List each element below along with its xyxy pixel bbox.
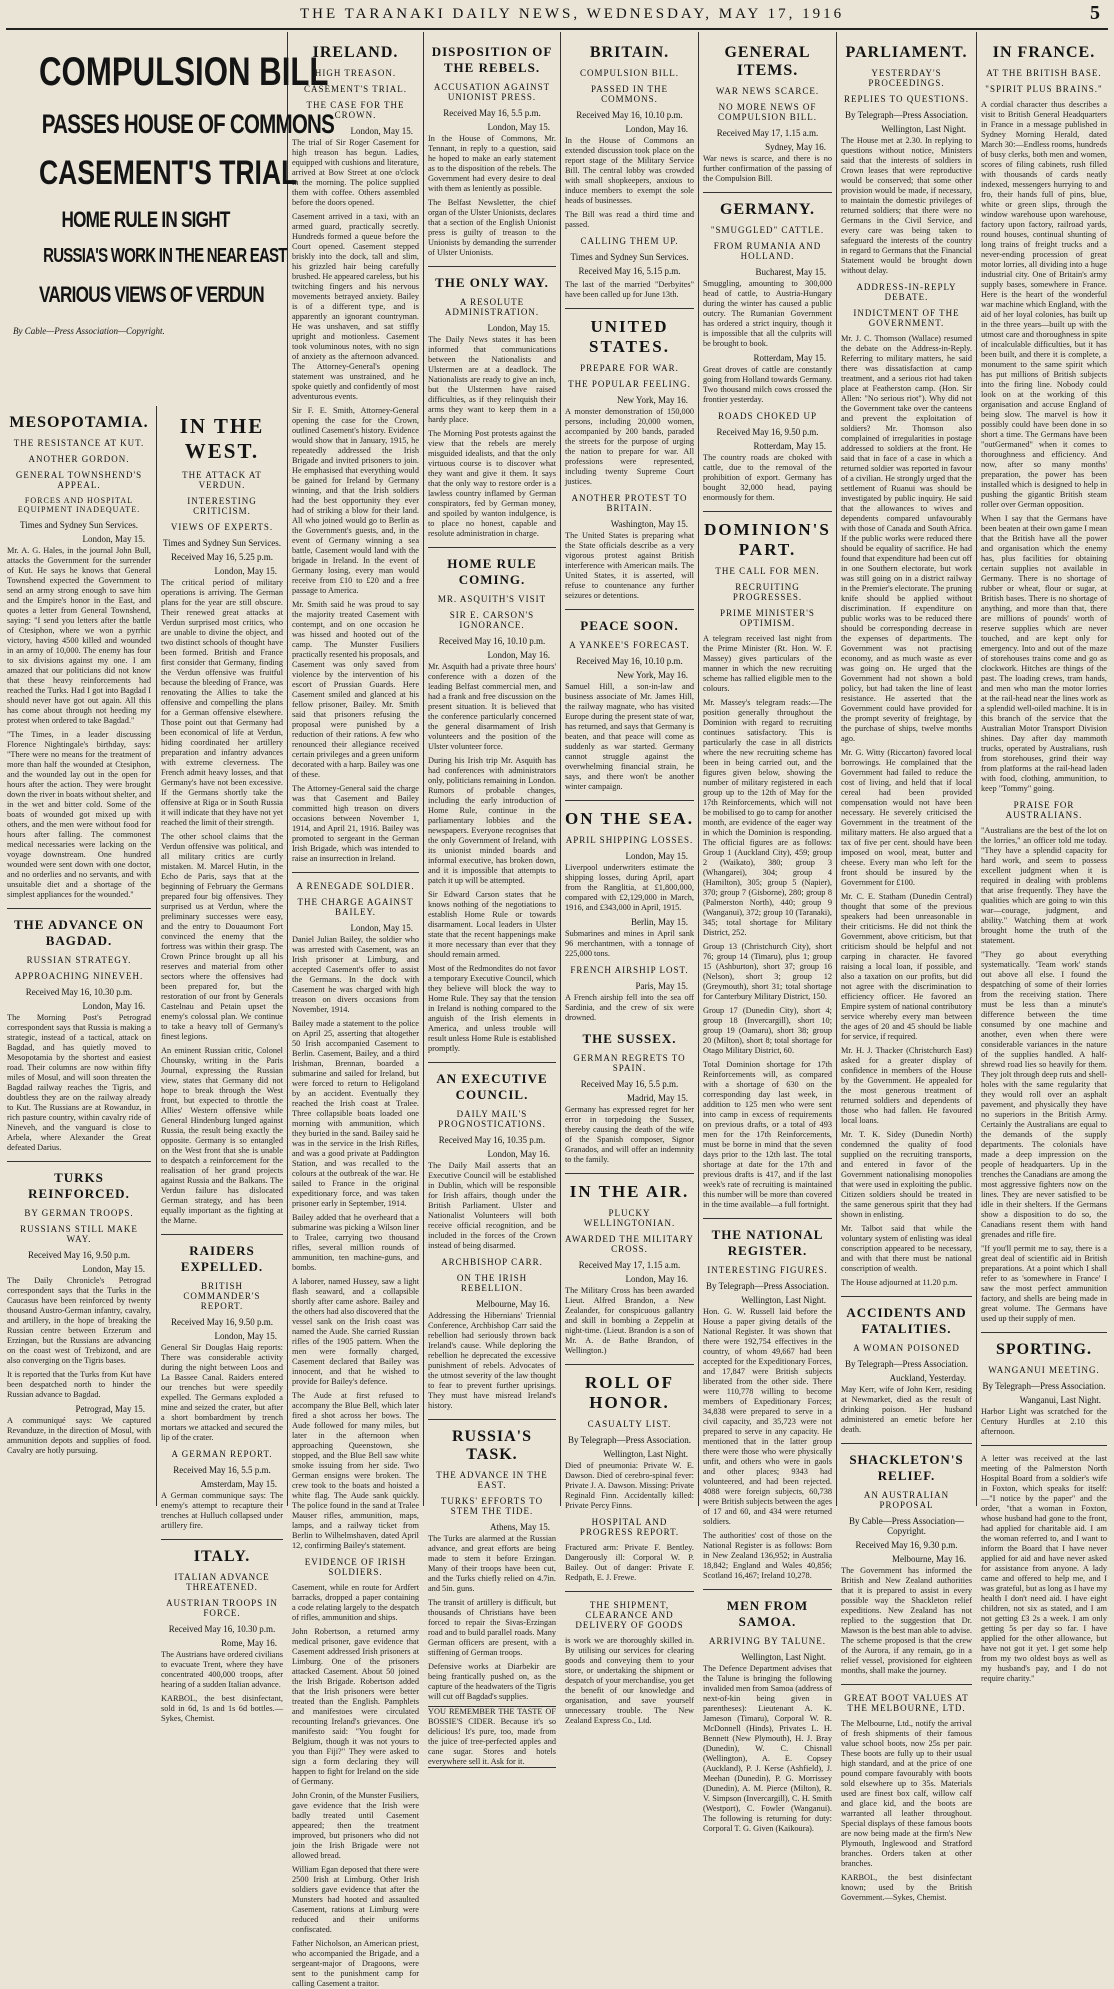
- divider: [7, 1161, 151, 1162]
- telegraph-credit: By Telegraph—Press Association.: [706, 1281, 829, 1291]
- page-number: 5: [1090, 2, 1100, 24]
- dateline: London, May 16.: [625, 124, 688, 134]
- subheading: MR. ASQUITH'S VISIT: [437, 594, 547, 604]
- article-paragraph: Samuel Hill, a son-in-law and business associate of Mr. James Hill, the railway magnate, who has visited Europe during the present state of war, has returned, and says that Germany is beaten, and that peace will come as suddenly as war started. Germany cannot struggle against the overwhelming financial strain, he says, and there won't be another winter campaign.: [565, 682, 694, 791]
- article-paragraph: John Robertson, a returned army medical prisoner, gave evidence that Casement addressed Irish prisoners at Limburg. One of the prisoners attacked Casement. About 50 joined the Irish Brigade. Robertson added that the Irish prisoners were better treated than the English. Pamphlets and manifestoes were circulated recounting Ireland's grievances. One manifesto said: "You fought for Belgium, though it was not yours to you than Fiji?" They were asked to sign a form declaring they will happen to fight for Ireland on the side of Germany.: [292, 1627, 419, 1786]
- divider: [703, 1589, 832, 1590]
- dateline: Madrid, May 15.: [627, 1093, 688, 1103]
- subheading: WANGANUI MEETING.: [988, 1365, 1100, 1375]
- article-paragraph: Total Dominion shortage for 17th Reinforcements will, as compared with a shortage of 630 on the corresponding day last week, in addition to 125 men who were sent into camp in excess of requirements on previous drafts, or a total of 493 men for the 17th Reinforcements, must be borne in mind that the seven days prior to the 12th last. The total shortage at date for the 17th and previous drafts is 417, and if the last week's rate of recruiting is maintained this number will be more than covered in the time available—a full fortnight.: [703, 1060, 832, 1209]
- article-paragraph: Mr. A. G. Hales, in the journal John Bull, attacks the Government for the surrender of Kut. He says he knows that General Townshend expected the Government to send an army strong enough to save him and the Empire's honor in the East, and quotes a letter from General Townshend, saying: "I send you letters after the battle of Ctesiphon, where we won a pyrrhic victory, having 4500 killed and wounded in an army of 10,000. The enemy has four to six divisions against my one. I am amazed that our politicians did not know that these heavy reinforcements had reached the Turks. Had I got into Bagdad I should never have got out again. All this has come about through not heeding my protest when ordered to take Bagdad.": [7, 546, 151, 725]
- service-credit: Times and Sydney Sun Services.: [20, 520, 138, 530]
- subheading: HOSPITAL AND PROGRESS REPORT.: [579, 1517, 680, 1537]
- article-paragraph: Liverpool underwriters estimate the shipping losses, during April, apart from the Ranglitia, at £1,800,000, compared with £2,129,000 in March, 1916, and £343,000 in April, 1915.: [565, 863, 694, 912]
- section-heading: THE ADVANCE ON BAGDAD.: [13, 917, 145, 948]
- divider: [841, 1684, 972, 1685]
- dateline: London, May 16.: [487, 650, 550, 660]
- article-paragraph: Died of pneumonia: Private W. E. Dawson. Died of cerebro-spinal fever: Private J. A. Dawson. Missing: Private Reginald Finn. Accidentally killed: Private Percy Finns.: [565, 1461, 694, 1510]
- article-paragraph: Group 17 (Dunedin City), short 4; group 18 (Invercargill), short 10; group 19 (Oamaru), short 38; group 20 (Milton), short 8; total shortage for Otago Military District, 60.: [703, 1006, 832, 1055]
- dateline: Rotterdam, May 15.: [753, 441, 826, 451]
- article-paragraph: The other school claims that the Verdun offensive was political, and all military critics are curtly mistaken. M. Marcel Hutin, in the Echo de Paris, says that at the beginning of February the Germans prepared four big offensives. They surprised us at Verdun, where the preliminary successes were easy, and the entry to Douaumont Fort convinced the enemy that the fortress was within their grasp. The Crown Prince brought up all his reserves and material from other sectors where the offensives had been prepared for, but the restoration of our front by Generals Castelnau and Petain upset the enemy's colossal plan. We continue to take a heavy toll of Germany's finest legions.: [161, 832, 283, 1041]
- article-paragraph: The Daily Mail asserts that an Executive Council will be established in Dublin, which will be responsible for Irish affairs, though under the British Parliament. Ulster and Nationalist Volunteers will both receive official recognition, and be included in the forces of the Crown instead of being disarmed.: [428, 1161, 556, 1250]
- article-paragraph: Bailey added that he overheard that a submarine was picking a Wilson liner to Tralee, carrying two thousand rifles, several million rounds of ammunition, ten machine-guns, and bombs.: [292, 1213, 419, 1272]
- divider: [841, 1296, 972, 1297]
- dateline: New York, May 16.: [616, 670, 688, 680]
- subheading: INTERESTING CRITICISM.: [187, 496, 257, 516]
- section-heading: PARLIAMENT.: [845, 44, 968, 61]
- subheading: THE CHARGE AGAINST BAILEY.: [297, 897, 414, 917]
- subheading: BRITISH COMMANDER'S REPORT.: [183, 1281, 261, 1311]
- received-line: Received May 16, 10.10 p.m.: [576, 656, 683, 666]
- article-paragraph: The Austrians have ordered civilians to evacuate Trent, where they have concentrated 400,000 troops, after hearing of a sudden Italian advance.: [161, 1650, 283, 1689]
- column-rule: [423, 32, 424, 1506]
- dateline: London, May 16.: [487, 1149, 550, 1159]
- article-paragraph: A monster demonstration of 150,000 persons, including 20,000 women, accompanied by 200 bands, paraded the streets for the purpose of urging the nation to prepare for war. All professions were represented, including twenty Supreme Court justices.: [565, 407, 694, 486]
- divider: [981, 1445, 1107, 1446]
- subheading: GENERAL TOWNSHEND'S APPEAL.: [15, 470, 143, 490]
- section-heading: THE SUSSEX.: [582, 1031, 677, 1046]
- column-6: [700, 36, 835, 1833]
- article-paragraph: General Sir Douglas Haig reports: There was considerable activity during the night between Loos and La Bassee Canal. Raiders entered our trenches but were speedily expelled. The Germans exploded a mine and seized the crater, but after a short bombardment by trench mortars we attacked and secured the lip of the crater.: [161, 1343, 283, 1442]
- subheading: A YANKEE'S FORECAST.: [569, 640, 690, 650]
- column-3: [289, 36, 422, 1988]
- subheading: WAR NEWS SCARCE.: [715, 86, 820, 96]
- advertisement-heading: GREAT BOOT VALUES AT THE MELBOURNE, LTD.: [844, 1693, 969, 1713]
- article-paragraph: A laborer, named Hussey, saw a light flash seaward, and a collapsible shortly after came ashore. Bailey and the others had also discovered that the vessel sank on the Irish coast was named the Aude. She carried Russian rifles of the 1905 pattern. When the men were formally charged, Casement declared that Bailey was innocent, and that he wished to provide for Bailey's defence.: [292, 1277, 419, 1386]
- subheading: A GERMAN REPORT.: [171, 1449, 273, 1459]
- article-paragraph: Defensive works at Diarbekir are being frantically pushed on, as the capture of the headwaters of the Tigris will cut off Bagdad's supplies.: [428, 1662, 556, 1701]
- article-paragraph: The House met at 2.30. In replying to questions without notice, Ministers said that the interests of soldiers in Crown leases that were reproductive would be conserved; that some other provision would be made, if necessary, to maintain the domestic privileges of returned soldiers; that there were no Germans in the Civil Service, and every care was being taken to safeguard the interests of the country in regard to Germans that the Financial Statement would be brought down without delay.: [841, 136, 972, 275]
- subheading: "SPIRIT PLUS BRAINS.": [985, 84, 1103, 94]
- article-paragraph: A French airship fell into the sea off Sardinia, and the crew of six were drowned.: [565, 993, 694, 1022]
- section-heading: BRITAIN.: [589, 44, 670, 61]
- subheading: FRENCH AIRSHIP LOST.: [570, 965, 689, 975]
- article-paragraph: It is reported that the Turks from Kut have been despatched north to hinder the Russian advance to Bagdad.: [7, 1370, 151, 1399]
- subheading: GERMAN REGRETS TO SPAIN.: [573, 1053, 686, 1073]
- article-paragraph: Mr. G. Witty (Riccarton) favored local borrowings. He complained that the Government had failed to reduce the cost of living, and held that if local cereal had been provided compensation would not have been necessary. He severely criticised the Government in the treatment of the military matters. He also argued that a tax of five per cent. should have been imposed on wool, meat, butter and cheese. Every man who left for the front should be insured by the Government for £100.: [841, 748, 972, 887]
- subheading: INTERESTING FIGURES.: [707, 1265, 828, 1275]
- article-paragraph: Mr. T. K. Sidey (Dunedin North) condemned the quality of food supplied on the recruiting transports, and entered in favor of the Government nationalising monopolies that were used in exploiting the public. Citizen soldiers should be treated in the same generous spirit that they had shown in enlisting.: [841, 1130, 972, 1219]
- divider: [428, 547, 556, 548]
- subheading: THE ATTACK AT VERDUN.: [182, 470, 262, 490]
- subheading: DAILY MAIL'S PROGNOSTICATIONS.: [438, 1109, 546, 1129]
- received-line: Received May 17, 1.15 a.m.: [578, 1260, 681, 1270]
- service-credit: Times and Sydney Sun Services.: [163, 538, 281, 548]
- section-heading: MESOPOTAMIA.: [9, 414, 149, 431]
- article-paragraph: The Daily News states it has been informed that communications between the Nationalists and Ulstermen are at a deadlock. The Nationalists are ready to give an inch, but the Ulstermen have raised difficulties, as if they relinquish their arms they want to keep them in a hardy place.: [428, 335, 556, 424]
- article-paragraph: Sir Edward Carson states that he knows nothing of the negotiations to establish Home Rule or towards disarmament. Local leaders in Ulster state that the recent happenings make it more necessary than ever that they should remain armed.: [428, 890, 556, 959]
- article-paragraph: Mr. H. J. Thacker (Christchurch East) asked for a greater display of confidence in members of the House by the Government. He appealed for the most generous treatment of returned soldiers and dependents of those who had fallen. He favoured local loans.: [841, 1046, 972, 1125]
- section-heading: RUSSIA'S TASK.: [451, 1428, 533, 1463]
- article-paragraph: Addressing the Hibernians' Triennial Conference, Archbishop Carr said the rebellion had seriously thrown back Ireland's cause. While deploring the rebellion he deprecated the excessive punishment of rebels. Advocates of the utmost severity of the law thought to fear to prevent further uprisings. They must have misread Ireland's history.: [428, 1311, 556, 1410]
- article-paragraph: The United States is preparing what the State officials describe as a very vigorous protest against British interference with American mails. The United States, it is asserted, will refuse to countenance any further seizures or detentions.: [565, 531, 694, 600]
- advertisement: KARBOL, the best disinfectant, sold in 6d, 1s and 1s 6d bottles.—Sykes, Chemist.: [161, 1694, 283, 1723]
- article-paragraph: A German communique says: The enemy's attempt to recapture their trenches at Hulluch collapsed under artillery fire.: [161, 1491, 283, 1530]
- article-paragraph: "Australians are the best of the lot on the lorries," an officer told me today. "They have a splendid capacity for hard work, and seem to possess excellent judgment when it is required in dealing with problems that arise frequently. They have the qualities which are going to win this war—courage, judgment, and ability." Watching them at work brought home the truth of the statement.: [981, 826, 1107, 945]
- telegraph-credit: By Telegraph—Press Association.: [845, 1359, 968, 1369]
- section-heading: IN FRANCE.: [992, 44, 1096, 61]
- subheading: AT THE BRITISH BASE.: [986, 68, 1102, 78]
- column-rule: [287, 32, 288, 1506]
- article-paragraph: The Defence Department advises that the Talune is bringing the following invalided men from Samoa (address of next-of-kin being given in parentheses): Lieutenant A. K. Jameson (Timaru), Corporal W. R. McDonnell (Hinds), Privates L. H. Bennett (New Plymouth), H. J. Bray (Dunedin), W. C. Chisnall (Wellington), A. E. Copsey (Auckland), P. J. Kerse (Ashfield), J. Meehan (Dunedin), P. G. Morrissey (Dunedin), A. M. Pierce (Milton), R. V. Simpson (Invercargill), C. H. Smith (Westport), C. Fowler (Wanganui). The following is returning for duty: Corporal T. G. Given (Kaikoura).: [703, 1664, 832, 1833]
- divider: [161, 1234, 283, 1235]
- dateline: Berlin, May 15.: [631, 917, 688, 927]
- subheading: THE CASE FOR THE CROWN.: [306, 100, 405, 120]
- subheading: APRIL SHIPPING LOSSES.: [565, 835, 694, 845]
- received-line: Received May 16, 5.5 p.m.: [443, 108, 541, 118]
- section-heading: TURKS REINFORCED.: [28, 1170, 130, 1201]
- dateline: London, May 15.: [350, 126, 413, 136]
- article-paragraph: Mr. Asquith had a private three hours' conference with a dozen of the leading Belfast commercial men, and had a frank and free discussion on the present situation. It is believed that the conference particularly concerned the general disarmament of Irish volunteers and the position of the Ulster volunteer force.: [428, 662, 556, 751]
- article-paragraph: The critical period of military operations is arriving. The German plans for the year are still obscure. Their renewed great attacks at Verdun surprised most critics, who are unable to divine the object, and two distinct schools of thought have been formed. British and France first consider that Germany, finding the Verdun offensive was fruitful because the bleeding of France, was renovating the Allies to take the offensive and compelling the plans for a German offensive elsewhere. Those point out that Germany had been economical of life at Verdun, hiding coordinated her artillery preparation and infantry advances with extreme cleverness. The French admit heavy losses, and that Germany's have not been excessive. If the Germans shortly take the offensive at Riga or in South Russia it will indicate that they have not yet reached the limit of their strength.: [161, 578, 283, 827]
- section-heading: IN THE WEST.: [179, 414, 265, 463]
- subheading: AUSTRIAN TROOPS IN FORCE.: [166, 1598, 278, 1618]
- divider: [428, 1062, 556, 1063]
- article-paragraph: The Aude at first refused to accompany the Blue Bell, which later fired a shot across her bows. The Aude followed for many miles, but later in the afternoon when approaching Queenstown, she stopped, and the Blue Bell saw white smoke issuing from her side. Two German ensigns were broken. The crew took to the boats and hoisted a white flag. The Aude sank quickly. The police found in the sand at Tralee Mauser rifles, ammunition, maps, lamps, and a railway ticket from Berlin to Wilhelmshaven, dated April 12, confirming Bailey's statement.: [292, 1391, 419, 1550]
- column-rule: [698, 32, 699, 1506]
- dateline: Wellington, Last Night.: [881, 124, 966, 134]
- article-paragraph: A communiqué says: We captured Revanduze, in the direction of Mosul, with ammunition depots and supplies of food. Cavalry are hotly pursuing.: [7, 1416, 151, 1455]
- article-paragraph: Mr. J. C. Thomson (Wallace) resumed the debate on the Address-in-Reply. Referring to military matters, he said there was dissatisfaction at camp treatment, and a serious riot had taken place at Featherston camp. (Hon. Sir Allen: "No serious riot"). Why did not the Government take over the canteens and prevent the exploitation of soldiers? Mr. Thomson also complained of irregularities in postage addressed to soldiers at the front. He said that in face of a case in which a returned soldier was reported in favour of a civilian. He strongly urged that the settlement of Ruanui was should be investigated by public inquiry. He said that the allowances to wives and dependents compared unfavourably with those of Canada and South Africa. If the public works were reduced there should be equality of sacrifice. He had found that expenditure had been cut off in one Southern electorate, but work was still going on in a district railway in the Premier's electorate. The pruning knife should be applied without discrimination. If expenditure on public works was to be reduced there should be corresponding decrease in the expenses of departments. The Government was not practising economy, and as much waste as ever was going on. He urged that the Government had not shown a bold policy, but had taken the line of least resistance. He asserted that the Government could have provided for the prompt severity of freightage, by the purchase of ships, twelve months ago.: [841, 334, 972, 743]
- received-line: Received May 16, 10.30 p.m.: [25, 987, 133, 997]
- article-paragraph: When I say that the Germans have been beaten at their own game I mean that the British have all the power and organisation which the enemy has, plus facilities for obtaining certain supplies not available in Germany. There is no shortage of rubber or wheat, flour or sugar, at British bases. There is no shortage of anything, and more than that, there are millions of pounds' worth of reserve supplies which are never touched, and are kept only for emergency. Into and out of the maze of storehouses trains come and go as clockwork. Hitches are things of the past. The loading crews, tram hands, and men who man the motor lorries at the rail-head near the lines work as a splendid well-oiled machine. It is in this branch of the service that the Australian Motor Transport Division shines. Day after day mammoth trucks, operated by Australians, rush from storehouses, grind their way from platforms at the rail-head laden with food, clothing, ammunition, to keep "Tommy" going.: [981, 514, 1108, 793]
- article-paragraph: A letter was received at the last meeting of the Palmerston North Hospital Board from a soldier's wife in Foxton, which speaks for itself:—"I notice by the paper" and the order, "that a woman in Foxton, whose husband had gone to the front, had applied for charitable aid. I am the woman referred to, and I want to inform the Board that I have never applied for aid and have never asked for assistance from anyone. A lady came and offered to help me, and I was grateful, but as long as I have my health I don't need aid. I have eight children, not six as stated, and I am not getting £3 2s a week. I am only getting 5s per day so far. I have applied for the other allowance, but have not got it yet. I get some help from my two oldest boys as well as my husband's pay, and I do not require charity.": [981, 1454, 1107, 1683]
- telegraph-credit: By Telegraph—Press Association.: [982, 1381, 1106, 1391]
- subheading: A WOMAN POISONED: [853, 1343, 960, 1353]
- column-2: [158, 406, 286, 1723]
- article-paragraph: "The Times, in a leader discussing Florence Nightingale's birthday, says: "There were no means for the treatment of more than half the wounded at Ctesiphon, and the wounded lay out in the open for hours after the action. They were brought down the river in boats without shelter, and in the wet and bitter cold. Some of the boats of wounded got mixed up with others, and the men were without food for hours after falling. The commonest medical necessaries were lacking on the voyage downstream. One hundred wounded were sent down with one doctor, and no orderlies and no servants, and with unsuitable diet and a shortage of the simplest appliances for the wounded.": [7, 730, 151, 899]
- subheading: BY GERMAN TROOPS.: [24, 1208, 134, 1218]
- article-paragraph: Great droves of cattle are constantly going from Holland towards Germany. Two thousand milch cows crossed the frontier yesterday.: [703, 365, 832, 404]
- headline-passes-commons: PASSES HOUSE OF COMMONS: [41, 109, 335, 139]
- section-heading: GERMANY.: [720, 201, 815, 218]
- subheading: ITALIAN ADVANCE THREATENED.: [174, 1572, 270, 1592]
- dateline: Rotterdam, May 15.: [753, 353, 826, 363]
- received-line: Received May 16, 5.25 p.m.: [171, 552, 273, 562]
- article-paragraph: Mr. Massey's telegram reads:—The position generally throughout the Dominion with regard to recruiting continues satisfactory. This is particularly the case in all districts where the new recruiting scheme has been in being carried out, and the figures given below, showing the number of military registered in each group up to the 12th of May for the 17th Reinforcements, which will not be mobilised to go to camp for another month, are evidence of the eager way in which the Dominion is responding. The official figures are as follows: Group 1 (Auckland City), 459; group 2 (Waikato), 380; group 3 (Whangarei), 304; group 4 (Hamilton), 305; group 5 (Napier), 370; group 7 (Gisborne), 280; group 8 (Palmerston North), 440; group 9 (Wanganui), 372; group 10 (Taranaki), 345; total shortage for Military District, 252.: [703, 698, 832, 937]
- dateline: Wellington, Last Night.: [741, 1652, 826, 1662]
- section-heading: ROLL OF HONOR.: [584, 1373, 675, 1412]
- subheading: CALLING THEM UP.: [580, 236, 679, 246]
- dateline: Bucharest, May 15.: [755, 267, 826, 277]
- column-rule: [560, 32, 561, 1506]
- dateline: Wellington, Last Night.: [603, 1449, 688, 1459]
- divider: [703, 192, 832, 193]
- divider: [7, 908, 151, 909]
- dateline: Melbourne, May 16.: [892, 1554, 966, 1564]
- article-paragraph: Sir F. E. Smith, Attorney-General opening the case for the Crown, outlined Casement's history. Evidence would show that in January, 1915, he repeatedly addressed the Irish Brigade and invited prisoners to join. He emphasised that everything would be gained for Ireland by Germany winning, and that the Irish soldiers had the best opportunity they ever had of striking a blow for their land. All who joined would go to Berlin as the Government's guests, and, in the event of Germany winning a sea battle, Casement would land with the brigade in Ireland. In the event of Germany losing, every man would receive from £10 to £20 and a free passage to America.: [292, 406, 419, 595]
- subheading: PLUCKY WELLINGTONIAN.: [583, 1208, 676, 1228]
- column-8: [978, 36, 1110, 1683]
- advertisement: The Melbourne, Ltd., notify the arrival of fresh shipments of their famous value school boots, now 25s per pair. These boots are fully up to their usual high standard, and at the price of one pound compare favourably with boots sold elsewhere up to 35s. Materials used are finest box calf, willow calf and glace kid, and the boots are warranted all leather throughout. Special displays of these famous boots are now being made at the firm's New Plymouth, Inglewood and Stratford branches. Orders taken at other branches.: [841, 1719, 972, 1868]
- cable-credit: By Cable—Press Association—Copyright.: [13, 326, 165, 336]
- received-line: Received May 16, 5.5 p.m.: [173, 1465, 271, 1475]
- article-paragraph: May Kerr, wife of John Kerr, residing at Newmarket, died as the result of drinking poison. Her husband administered an emetic before her death.: [841, 1385, 972, 1434]
- telegraph-credit: By Telegraph—Press Association.: [568, 1435, 691, 1445]
- divider: [428, 1419, 556, 1420]
- subheading: TURKS' EFFORTS TO STEM THE TIDE.: [440, 1496, 544, 1516]
- article-paragraph: Germany has expressed regret for her error in torpedoing the Sussex, thereby causing the death of the wife of the Spanish composer, Signor Granados, and will offer an indemnity to the family.: [565, 1105, 694, 1164]
- dateline: London, May 15.: [82, 534, 145, 544]
- divider: [428, 266, 556, 267]
- dateline: London, May 15.: [82, 1264, 145, 1274]
- subheading: SIR E. CARSON'S IGNORANCE.: [449, 610, 535, 630]
- section-heading: DOMINION'S PART.: [704, 520, 831, 559]
- received-line: Received May 16, 9.50 p.m.: [716, 427, 819, 437]
- subheading: INDICTMENT OF THE GOVERNMENT.: [853, 308, 960, 328]
- dateline: Melbourne, May 16.: [476, 1299, 550, 1309]
- section-heading: ON THE SEA.: [565, 809, 694, 828]
- subheading: ARCHBISHOP CARR.: [441, 1257, 543, 1267]
- section-heading: ACCIDENTS AND FATALITIES.: [846, 1305, 967, 1336]
- article-paragraph: Submarines and mines in April sank 96 merchantmen, with a tonnage of 225,000 tons.: [565, 929, 694, 958]
- subheading: THE POPULAR FEELING.: [568, 379, 691, 389]
- received-line: Received May 16, 10.35 p.m.: [438, 1135, 546, 1145]
- section-heading: THE NATIONAL REGISTER.: [711, 1227, 824, 1258]
- article-paragraph: The Military Cross has been awarded Lieut. Alfred Brandon, a New Zealander, for conspicuous gallantry and skill in bombing a Zeppelin at night-time. (Lieut. Brandon is a son of Mr. A. de Bathe Brandon, of Wellington.): [565, 1286, 694, 1355]
- article-paragraph: Hon. G. W. Russell laid before the House a paper giving details of the National Register. It was shown that there were 192,754 effectives in the country, of whom 49,667 had been accepted for the Expeditionary Forces, and 17,847 were British subjects liberated from the other side. There were 110,778 willing to become members of Expeditionary Forces; 34,838 were prepared to serve in a civil capacity, and 35,723 were not prepared to serve in any capacity. He mentioned that in the latter group there were those who were physically unfit, and others who were in gaols and other places; 9343 had volunteered, and had been rejected. 4088 were foreign subjects, 60,738 were British subjects between the ages of 17 and 60, and 434 were returned soldiers.: [703, 1307, 832, 1526]
- article-paragraph: Mr. Smith said he was proud to say the majority treated Casement with contempt, and on one occasion he was hissed and hooted out of the camp. The Munster Fusiliers practically resented his proposals, and Casement was only saved from violence by the intervention of his escort of Prussian Guards. Here Casement smiled and glanced at his fellow prisoner, Bailey. Mr. Smith said that prisoners refusing the proposal were punished by a reduction of their rations. A few who renounced their allegiance received certain privileges and a green uniform decorated with a harp. Bailey was one of these.: [292, 600, 419, 779]
- subheading: ADDRESS-IN-REPLY DEBATE.: [856, 282, 957, 302]
- section-heading: GENERAL ITEMS.: [724, 44, 811, 79]
- article-paragraph: The country roads are choked with cattle, due to the removal of the prohibition of export. Germany has bought 32,000 head, paying enormously for them.: [703, 453, 832, 502]
- article-paragraph: The transit of artillery is difficult, but thousands of Christians have been forced to repair the Sivas-Erzingan road and to build parallel roads. Many German officers are present, with a stiffening of German troops.: [428, 1598, 556, 1657]
- dateline: London, May 15.: [214, 1331, 277, 1341]
- main-headline-block: [6, 36, 335, 406]
- dateline: Sydney, May 16.: [765, 142, 826, 152]
- subheading: RECRUITING PROGRESSES.: [732, 582, 803, 602]
- dateline: London, May 15.: [487, 122, 550, 132]
- article-paragraph: In the House of Commons an extended discussion took place on the report stage of the Military Service Bill. The central lobby was crowded with small shopkeepers, anxious to induce members to exempt the sole heads of businesses.: [565, 136, 694, 205]
- article-paragraph: Smuggling, amounting to 300,000 head of cattle, to Austria-Hungary during the winter has caused a public outcry. The Rumanian Government has ordered a strict inquiry, though it is impossible that all the culprits will be brought to book.: [703, 279, 832, 348]
- column-rule: [836, 32, 837, 1506]
- subheading: THE ADVANCE IN THE EAST.: [436, 1470, 548, 1490]
- headline-russia-near-east: RUSSIA'S WORK IN THE NEAR EAST: [43, 245, 287, 267]
- subheading: ARRIVING BY TALUNE.: [708, 1636, 827, 1646]
- article-paragraph: The Belfast Newsletter, the chief organ of the Ulster Unionists, declares that a section of the English Unionist press is guilty of treason to the Unionists by demanding the surrender of Ulster Unionists.: [428, 198, 556, 257]
- column-5: [562, 36, 697, 1725]
- subheading: NO MORE NEWS OF COMPULSION BILL.: [717, 102, 817, 122]
- subheading: ROADS CHOKED UP: [717, 411, 817, 421]
- article-paragraph: Bailey made a statement to the police on April 25, asserting that altogether 50 Irish accompanied Casement to Berlin. Casement, Bailey, and a third Irishman, Brennan, boarded a submarine and sailed for Ireland, but were forced to return to Heligoland by an accident. Eventually they reached the Irish coast at Tralee. Three collapsible boats loaded one morning with ammunition, which they buried in the sand. Bailey said he was in the service in the Irish Rifles, and was a good private at Paddington Station, and was recalled to the colours at the outbreak of the war. He sailed to France in the original expeditionary force, and was taken prisoner early in September, 1914.: [292, 1019, 419, 1208]
- dateline: Amsterdam, May 15.: [200, 1479, 277, 1489]
- subheading: FORCES AND HOSPITAL EQUIPMENT INADEQUATE.: [17, 496, 141, 514]
- subheading: EVIDENCE OF IRISH SOLDIERS.: [304, 1557, 407, 1577]
- dateline: Wellington, Last Night.: [741, 1295, 826, 1305]
- subheading: PASSED IN THE COMMONS.: [590, 84, 668, 104]
- article-paragraph: Fractured arm: Private F. Bentley. Dangerously ill: Corporal W. P. Bailey. Out of danger: Private F. Redpath, E. J. Frewe.: [565, 1543, 694, 1582]
- headline-verdun: VARIOUS VIEWS OF VERDUN: [39, 282, 264, 307]
- subheading: A RESOLUTE ADMINISTRATION.: [444, 297, 540, 317]
- masthead-title: THE TARANAKI DAILY NEWS, WEDNESDAY, MAY 17, 1916: [300, 6, 845, 22]
- telegraph-credit: By Telegraph—Press Association.: [845, 110, 968, 120]
- article-paragraph: The Bill was read a third time and passed.: [565, 210, 694, 229]
- section-heading: PEACE SOON.: [580, 618, 679, 633]
- section-heading: IRELAND.: [312, 44, 399, 61]
- divider: [161, 1539, 283, 1540]
- received-line: Received May 16, 9.50 p.m.: [171, 1317, 273, 1327]
- subheading: RUSSIAN STRATEGY.: [26, 955, 132, 965]
- article-paragraph: The House adjourned at 11.20 p.m.: [841, 1278, 958, 1287]
- dateline: London, May 15.: [625, 851, 688, 861]
- subheading: THE RESISTANCE AT KUT.: [13, 438, 145, 448]
- masthead-rule: [6, 28, 1108, 30]
- subheading: PRAISE FOR AUSTRALIANS.: [1005, 800, 1083, 820]
- divider: [703, 511, 832, 512]
- article-paragraph: "They go about everything systematically. 'Team work' stands out above all else. I found the despatching of some of their lorries from the receiving station. There must be less than a minute's difference between the time consumed by one machine and another, even when there were considerable variances in the nature of the supplies handled. A half-shrewd road lies so heavily for them. They jolt through deep ruts and shell-holes with the same regularity that they would roll over an asphalt pavement, and physically they have no superiors in the British Army. Certainly the Australians are equal to the demands of the supply departments. The colonials have made a deep impression on the people of headquarters. Up in the trenches the Canadians are among the most aggressive fighters now on the lines. They are never satisfied to be idle in their shelters. If the Germans show a disposition to do so, the Canadians resent them with hand grenades and rifle fire.: [981, 950, 1107, 1239]
- article-paragraph: War news is scarce, and there is no further confirmation of the passing of the Compulsion Bill.: [703, 154, 832, 183]
- received-line: Received May 16, 10.10 p.m.: [576, 110, 683, 120]
- section-heading: HOME RULE COMING.: [447, 556, 537, 587]
- section-heading: UNITED STATES.: [589, 317, 670, 356]
- dateline: New York, May 16.: [616, 395, 688, 405]
- subheading: THE CALL FOR MEN.: [715, 566, 820, 576]
- dateline: London, May 15.: [350, 923, 413, 933]
- subheading: PRIME MINISTER'S OPTIMISM.: [720, 608, 815, 628]
- divider: [565, 800, 694, 801]
- column-1: [4, 406, 154, 1506]
- article-paragraph: Group 13 (Christchurch City), short 76; group 14 (Timaru), plus 1; group 15 (Ashburton), short 37; group 16 (Nelson), short 3; group 12 (Greymouth), short 31; total shortage for Canterbury Military District, 150.: [703, 942, 832, 1001]
- article-paragraph: Casement arrived in a taxi, with an armed guard, practically secretly. Hundreds formed a queue before the Court opened. Casement stepped briskly into the dock, tall and slim, his grizzled hair being carefully brushed. He appeared careless, but his twitching fingers and his nervous movements betrayed anxiety. Bailey is of a different type, and is apparently an ignorant countryman. He was unshaven, and sat stiffly upright and motionless. Casement took voluminous notes, with no sign of anxiety as the afternoon advanced. The Attorney-General's opening statement was unstrained, and he spoke quietly and confidently of most adventurous events.: [292, 212, 419, 401]
- dateline: Wanganui, Last Night.: [1019, 1395, 1101, 1405]
- subheading: COMPULSION BILL.: [579, 68, 679, 78]
- divider: [703, 1218, 832, 1219]
- subheading: AWARDED THE MILITARY CROSS.: [565, 1234, 694, 1254]
- dateline: Athens, May 15.: [490, 1522, 550, 1532]
- article-paragraph: The Daily Chronicle's Petrograd correspondent says that the Turks in the Caucasus have been reinforced by twenty thousand Austro-German infantry, cavalry, and artillery, in the hope of breaking the Russian centre between Erzerum and Erzingan, but the Russians are advancing on the coast west of Trebizond, and are also converging on the Tigris bases.: [7, 1276, 151, 1365]
- article-paragraph: Most of the Redmondites do not favor a temporary Executive Council, which they believe will block the way to Home Rule. They say that the tension in Ireland is nothing compared to the anguish of the Irish elements in America, and unless trouble will result unless Home Rule is established promptly.: [428, 964, 556, 1053]
- column-rule: [156, 406, 157, 1506]
- article-paragraph: Mr. C. E. Statham (Dunedin Central) thought that some of the previous speakers had been unreasonable in their criticisms. He did not think the Government, above criticism, but that criticism should be helpful and not carping in character. He favored raising a local loan, if possible, and also a taxation on our profits, but did not agree with the discrimination to efficiency officer. He favored an Empire system of national contributory service whereby every man between the ages of 20 and 45 should be liable for service, if required.: [841, 892, 972, 1041]
- section-heading: ITALY.: [193, 1548, 251, 1565]
- article-paragraph: During his Irish trip Mr. Asquith has had conferences with administrators only, politicians remaining in London. Rumors of probable changes, including the early introduction of Home Rule, continue in the parliamentary lobbies and the newspapers. Everyone recognises that the only Government of Ireland, with its unionist minded boards and informal executive, has broken down, and it is impossible that attempts to patch it up will be attempted.: [428, 756, 556, 885]
- dateline: London, May 16.: [625, 1274, 688, 1284]
- article-paragraph: The Morning Post protests against the view that the rebels are merely misguided idealists, and that the only virtuous course is to discover what they want and give it them. It says that the only way to restore order is a lawless country inflamed by German conspirators, fed by German money, and spoiled by wanton indulgence, is to place no honest, capable and resolute administration in charge.: [428, 429, 556, 538]
- section-heading: SHACKLETON'S RELIEF.: [849, 1452, 964, 1483]
- column-4: [425, 36, 559, 1766]
- subheading: "SMUGGLED" CATTLE.: [710, 225, 825, 235]
- subheading: A RENEGADE SOLDIER.: [296, 881, 415, 891]
- article-paragraph: The Morning Post's Petrograd correspondent says that Russia is making a strategic, instead of a tactical, attack on Bagdad, and has quietly moved to Mesopotamia by the shortest and easiest road. Their columns are now within fifty miles of Mosul, and will soon threaten the Bagdad railway reaches the Tigris, and doubtless they are on the railway already to Kut. The Russians are at Rowanduz, in rich pasture country, within cavalry ride of Nineveh, and the vanguard is close to Arbela, where Alexander the Great defeated Darius.: [7, 1013, 151, 1152]
- dateline: Washington, May 15.: [610, 519, 688, 529]
- section-heading: MEN FROM SAMOA.: [726, 1598, 809, 1629]
- cable-credit: By Cable—Press Association—Copyright.: [849, 1516, 964, 1536]
- article-paragraph: The Turks are alarmed at the Russian advance, and great efforts are being made to stem it before Erzingan. Many of their troops have been cut, and the Turks chiefly relied on 4.7in. and 5in. guns.: [428, 1534, 556, 1593]
- subheading: ACCUSATION AGAINST UNIONIST PRESS.: [433, 82, 551, 102]
- article-paragraph: John Cronin, of the Munster Fusiliers, gave evidence that the Irish were badly treated until Casement appeared; then the treatment improved, but prisoners who did not join the Irish Brigade were not allowed bread.: [292, 1791, 419, 1860]
- article-paragraph: Casement, while en route for Ardfert barracks, dropped a paper containing a code relating largely to the despatch of rifles, ammunition and ships.: [292, 1583, 419, 1622]
- subheading: ON THE IRISH REBELLION.: [456, 1273, 528, 1293]
- advertisement-heading: THE SHIPMENT, CLEARANCE AND DELIVERY OF GOODS: [575, 1600, 684, 1630]
- dateline: London, May 15.: [214, 566, 277, 576]
- article-paragraph: Father Nicholson, an American priest, who accompanied the Brigade, and a sergeant-major of Dragoons, were sent to the punishment camp for calling Casement a traitor.: [292, 1939, 419, 1988]
- article-paragraph: In the House of Commons, Mr. Tennant, in reply to a question, said he hoped to make an early statement as to the disposition of the rebels. The Government had every desire to deal with them as leniently as possible.: [428, 134, 556, 193]
- subheading: YESTERDAY'S PROCEEDINGS.: [868, 68, 945, 88]
- article-paragraph: A cordial character thus describes a visit to British General Headquarters in France in a message published in Sydney Morning Herald, dated March 30:—Endless rooms, hundreds of busy clerks, both men and women, scores of filing cabinets, rush filled with thousands of cards neatly indexed, messengers hurrying to and fro, their hands full of pins, blue, white or green slips, through the window warehouse upon warehouse, factory upon factory, railroad yards, round houses, continual shunting of long trains of freight trucks and a never-ending procession of great motor lorries, all dividing into a huge industrial city. One of Britain's army supply bases, somewhere in France. Here is the heart of the wonderful war machine which England, with the aid of her loyal colonies, has built up in the three years—built up with the utmost care and thoroughness in spite of incalculable difficulties, but it has been built, and there it is complete, a monument to the same spirit which has put millions of British subjects into the firing line. Nobody could look on at the working of this organisation and accuse England of being slow. The marvel is how it possibly could have been done in so short a time. The Germans have been "outGermaned" when it comes to thoroughness and efficiency. And now, after so many months' preparation, the power has been installed which is designed to help in pushing the gigantic British steam roller over German opposition.: [981, 100, 1107, 509]
- article-paragraph: The last of the married "Derbyites" have been called up for June 13th.: [565, 280, 694, 299]
- dateline: Rome, May 16.: [221, 1638, 277, 1648]
- subheading: RUSSIANS STILL MAKE WAY.: [20, 1224, 138, 1244]
- section-heading: DISPOSITION OF THE REBELS.: [431, 44, 553, 75]
- service-credit: Times and Sydney Sun Services.: [570, 252, 689, 262]
- subheading: AN AUSTRALIAN PROPOSAL: [863, 1490, 950, 1510]
- received-line: Received May 16, 5.5 p.m.: [580, 1079, 679, 1089]
- article-paragraph: Mr. Talbot said that while the voluntary system of enlisting was ideal conscription appeared to be necessary, and with that there must be national conscription of wealth.: [841, 1224, 972, 1273]
- article-paragraph: The Government has informed the British and New Zealand authorities that it is prepared to assist in every possible way the Shackleton relief expeditions. New Zealand has not replied to the suggestion that Dr. Mawson is the best man able to advise. The scheme proposed is that the crew of the Aurora, if any remain, go in a relief vessel, provisioned for eighteen months, shall make the journey.: [841, 1566, 972, 1675]
- article-paragraph: Daniel Julian Bailey, the soldier who was arrested with Casement, was an Irish prisoner at Limburg, and accepted Casement's offer to assist the Germans. In the dock with Casement he was charged with high treason on divers occasions from November, 1914.: [292, 935, 419, 1014]
- divider: [981, 1332, 1107, 1333]
- subheading: HIGH TREASON.: [314, 68, 397, 78]
- dateline: London, May 16.: [82, 1001, 145, 1011]
- headline-compulsion-bill: COMPULSION BILL: [39, 50, 329, 94]
- dateline: Petrograd, May 15.: [75, 1404, 145, 1414]
- dateline: Paris, May 15.: [635, 981, 688, 991]
- section-heading: RAIDERS EXPELLED.: [180, 1243, 264, 1274]
- received-line: Received May 17, 1.15 a.m.: [716, 128, 819, 138]
- divider: [565, 308, 694, 309]
- subheading: CASUALTY LIST.: [587, 1419, 672, 1429]
- advertisement: YOU REMEMBER THE TASTE OF BOSSIE'S CIDER. Because it's so delicious! It's pure, too, made from the juice of tree-perfected apples and cane sugar. Stores and hotels everywhere sell it. Ask for it.: [428, 1707, 556, 1766]
- article-paragraph: Harbor Light was scratched for the Century Hurdles at 2.10 this afternoon.: [981, 1407, 1107, 1436]
- received-line: Received May 16, 9.30 p.m.: [855, 1540, 958, 1550]
- subheading: FROM RUMANIA AND HOLLAND.: [713, 241, 822, 261]
- advertisement: KARBOL, the best disinfectant known; used by the British Government.—Sykes, Chemist.: [841, 1873, 972, 1902]
- subheading: REPLIES TO QUESTIONS.: [844, 94, 969, 104]
- divider: [841, 1443, 972, 1444]
- dateline: London, May 15.: [487, 323, 550, 333]
- divider: [292, 872, 419, 873]
- headline-casement-trial: CASEMENT'S TRIAL: [39, 154, 298, 192]
- divider: [565, 1173, 694, 1174]
- subheading: CASEMENT'S TRIAL.: [304, 84, 407, 94]
- divider: [565, 1364, 694, 1365]
- article-paragraph: The Attorney-General said the charge was that Casement and Bailey committed high treason on divers occasions between November 1, 1914, and April 21, 1916. Bailey was promoted to sergeant in the German Irish Brigade, which was intended to raise an insurrection in Ireland.: [292, 784, 419, 863]
- column-rule: [976, 32, 977, 1506]
- received-line: Received May 16, 5.15 p.m.: [578, 266, 681, 276]
- headline-home-rule: HOME RULE IN SIGHT: [61, 207, 230, 232]
- article-paragraph: The authorities' cost of those on the National Register is as follows: Born in New Zealand 136,952; in Australia 18,842; England and Wales 40,856; Scotland 16,467; Ireland 10,278.: [703, 1531, 832, 1580]
- divider: [565, 609, 694, 610]
- subheading: ANOTHER GORDON.: [28, 454, 130, 464]
- subheading: PREPARE FOR WAR.: [580, 363, 679, 373]
- article-paragraph: The trial of Sir Roger Casement for high treason has begun. Ladies, equipped with cushions and literature, arrived at Bow Street at one o'clock in the morning. The police supplied them with coffee. Others assembled before the doors opened.: [292, 138, 419, 207]
- dateline: Auckland, Yesterday.: [889, 1373, 966, 1383]
- section-heading: AN EXECUTIVE COUNCIL.: [436, 1071, 548, 1102]
- received-line: Received May 16, 9.50 p.m.: [28, 1250, 130, 1260]
- section-heading: THE ONLY WAY.: [435, 275, 549, 290]
- section-heading: IN THE AIR.: [569, 1182, 690, 1201]
- subheading: VIEWS OF EXPERTS.: [170, 522, 274, 532]
- received-line: Received May 16, 10.30 p.m.: [168, 1624, 276, 1634]
- subheading: ANOTHER PROTEST TO BRITAIN.: [571, 493, 688, 513]
- article-paragraph: A telegram received last night from the Prime Minister (Rt. Hon. W. F. Massey) gives particulars of the manner in which the new recruiting scheme has rallied eligible men to the colours.: [703, 634, 832, 693]
- divider: [565, 1591, 694, 1592]
- section-heading: SPORTING.: [995, 1341, 1092, 1358]
- article-paragraph: William Egan deposed that there were 2500 Irish at Limburg. Other Irish soldiers gave evidence that after the Munsters had hooted and assaulted Casement, rations at Limburg were reduced and their uniforms confiscated.: [292, 1865, 419, 1934]
- masthead: [300, 2, 1100, 26]
- column-7: [838, 36, 975, 1902]
- article-paragraph: An eminent Russian critic, Colonel Chounsky, writing in the Paris Journal, expressing the Russian view, states that Germany did not hope to break through the West front, but expected to throttle the Allies' Western offensive while General Hindenburg lunged against Russia, the result being exactly the opposite. Germany is so entangled on the West front that she is unable to despatch a reinforcement for the realisation of her grand projects against Russia and the Balkans. The Verdun failure has dislocated German strategy, and has been equally important as the fighting at the Marne.: [161, 1046, 283, 1225]
- advertisement: is work we are thoroughly skilled in. By utilising our services for clearing goods and conveying them to your store, or undertaking the shipment or despatch of your merchandise, you get the benefit of our knowledge and organisation, and save yourself unnecessary trouble. The New Zealand Express Co., Ltd.: [565, 1636, 694, 1725]
- received-line: Received May 16, 10.10 p.m.: [438, 636, 546, 646]
- subheading: APPROACHING NINEVEH.: [14, 971, 144, 981]
- article-paragraph: "If you'll permit me to say, there is a great deal of scientific aid in British preparations. At a point which I shall refer to as 'somewhere in France' I saw the most perfect ammunition factory, and shells are being made in great volume. The Germans have used up their supply of men.: [981, 1244, 1107, 1323]
